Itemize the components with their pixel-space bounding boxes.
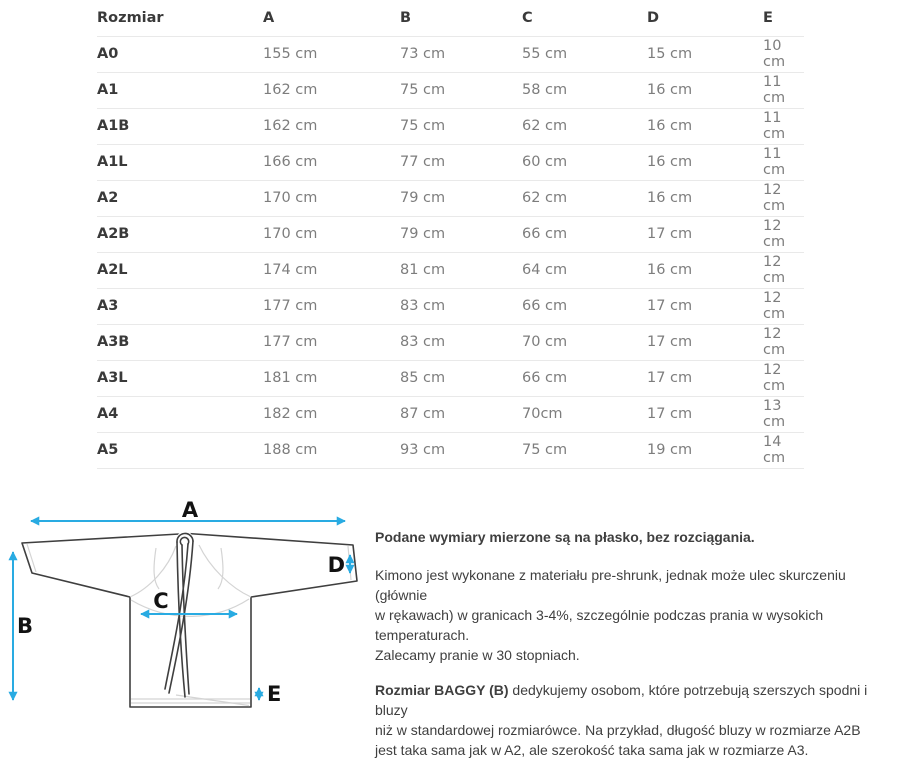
size-cell: 93 cm xyxy=(400,432,522,468)
column-header-c: C xyxy=(522,0,647,36)
size-cell: 177 cm xyxy=(263,288,400,324)
kimono-jacket-drawing xyxy=(22,531,357,707)
size-cell: 62 cm xyxy=(522,180,647,216)
size-cell: 81 cm xyxy=(400,252,522,288)
size-cell: 55 cm xyxy=(522,36,647,72)
size-cell: 12 cm xyxy=(763,216,804,252)
size-cell: 15 cm xyxy=(647,36,763,72)
size-label: A3 xyxy=(97,288,263,324)
size-cell: 12 cm xyxy=(763,288,804,324)
size-label: A2L xyxy=(97,252,263,288)
size-cell: 16 cm xyxy=(647,144,763,180)
size-cell: 79 cm xyxy=(400,180,522,216)
measurement-notes xyxy=(375,527,895,760)
column-header-e: E xyxy=(763,0,804,36)
table-row xyxy=(97,72,804,108)
column-header-a: A xyxy=(263,0,400,36)
size-label: A1B xyxy=(97,108,263,144)
size-cell: 77 cm xyxy=(400,144,522,180)
table-header-row xyxy=(97,0,804,36)
size-label: A5 xyxy=(97,432,263,468)
size-cell: 79 cm xyxy=(400,216,522,252)
notes-heading: Podane wymiary mierzone są na płasko, bez rozciągania. xyxy=(375,529,755,545)
size-cell: 73 cm xyxy=(400,36,522,72)
size-cell: 66 cm xyxy=(522,216,647,252)
size-cell: 17 cm xyxy=(647,360,763,396)
column-header-rozmiar: Rozmiar xyxy=(97,0,263,36)
size-cell: 83 cm xyxy=(400,324,522,360)
size-cell: 17 cm xyxy=(647,324,763,360)
table-row xyxy=(97,180,804,216)
size-cell: 83 cm xyxy=(400,288,522,324)
size-cell: 19 cm xyxy=(647,432,763,468)
dimension-label-e: E xyxy=(267,682,282,706)
shrinkage-note-line1: Kimono jest wykonane z materiału pre-shrunk, jednak może ulec skurczeniu (głównie xyxy=(375,567,846,603)
size-cell: 155 cm xyxy=(263,36,400,72)
dimension-label-c: C xyxy=(153,589,169,613)
size-cell: 16 cm xyxy=(647,252,763,288)
table-row xyxy=(97,216,804,252)
size-cell: 181 cm xyxy=(263,360,400,396)
size-cell: 62 cm xyxy=(522,108,647,144)
size-cell: 70 cm xyxy=(522,324,647,360)
size-cell: 162 cm xyxy=(263,72,400,108)
size-cell: 64 cm xyxy=(522,252,647,288)
size-cell: 75 cm xyxy=(522,432,647,468)
table-row xyxy=(97,144,804,180)
size-cell: 182 cm xyxy=(263,396,400,432)
size-cell: 166 cm xyxy=(263,144,400,180)
baggy-size-note xyxy=(375,680,895,760)
shrinkage-note-line2: w rękawach) w granicach 3-4%, szczególnie podczas prania w wysokich temperaturach. xyxy=(375,607,824,643)
size-label: A2 xyxy=(97,180,263,216)
baggy-size-note-line1 xyxy=(375,680,895,720)
size-cell: 13 cm xyxy=(763,396,804,432)
size-cell: 12 cm xyxy=(763,252,804,288)
table-row xyxy=(97,360,804,396)
column-header-d: D xyxy=(647,0,763,36)
size-cell: 12 cm xyxy=(763,180,804,216)
size-label: A1L xyxy=(97,144,263,180)
size-cell: 11 cm xyxy=(763,108,804,144)
kimono-measurement-diagram xyxy=(0,490,370,750)
size-label: A1 xyxy=(97,72,263,108)
size-cell: 70cm xyxy=(522,396,647,432)
size-label: A2B xyxy=(97,216,263,252)
size-cell: 162 cm xyxy=(263,108,400,144)
size-cell: 60 cm xyxy=(522,144,647,180)
table-row xyxy=(97,108,804,144)
table-row xyxy=(97,288,804,324)
size-cell: 16 cm xyxy=(647,72,763,108)
table-row xyxy=(97,432,804,468)
size-cell: 170 cm xyxy=(263,180,400,216)
shrinkage-note-line3: Zalecamy pranie w 30 stopniach. xyxy=(375,647,580,663)
dimension-label-a: A xyxy=(181,498,199,522)
size-cell: 174 cm xyxy=(263,252,400,288)
size-cell: 12 cm xyxy=(763,360,804,396)
size-cell: 10 cm xyxy=(763,36,804,72)
size-cell: 58 cm xyxy=(522,72,647,108)
size-cell: 11 cm xyxy=(763,72,804,108)
size-cell: 12 cm xyxy=(763,324,804,360)
size-label: A3B xyxy=(97,324,263,360)
size-cell: 87 cm xyxy=(400,396,522,432)
size-cell: 170 cm xyxy=(263,216,400,252)
table-row xyxy=(97,36,804,72)
size-cell: 75 cm xyxy=(400,108,522,144)
baggy-size-note-line3: jest taka sama jak w A2, ale szerokość taka sama jak w rozmiarze A3. xyxy=(375,742,809,758)
size-cell: 11 cm xyxy=(763,144,804,180)
baggy-size-bold: Rozmiar BAGGY (B) xyxy=(375,682,509,698)
baggy-size-rest: dedykujemy osobom, które potrzebują szerszych spodni i bluzy xyxy=(375,682,868,718)
size-cell: 14 cm xyxy=(763,432,804,468)
table-row xyxy=(97,396,804,432)
size-cell: 188 cm xyxy=(263,432,400,468)
dimension-label-b: B xyxy=(17,614,34,638)
size-cell: 17 cm xyxy=(647,216,763,252)
dimension-label-d: D xyxy=(327,553,345,577)
baggy-size-note-line2: niż w standardowej rozmiarówce. Na przykład, długość bluzy w rozmiarze A2B xyxy=(375,722,861,738)
size-table xyxy=(97,0,804,469)
table-row xyxy=(97,324,804,360)
size-cell: 17 cm xyxy=(647,288,763,324)
size-cell: 16 cm xyxy=(647,108,763,144)
table-row xyxy=(97,252,804,288)
size-cell: 75 cm xyxy=(400,72,522,108)
shrinkage-note xyxy=(375,565,895,665)
column-header-b: B xyxy=(400,0,522,36)
size-label: A4 xyxy=(97,396,263,432)
size-label: A3L xyxy=(97,360,263,396)
size-cell: 85 cm xyxy=(400,360,522,396)
size-cell: 16 cm xyxy=(647,180,763,216)
size-label: A0 xyxy=(97,36,263,72)
size-cell: 66 cm xyxy=(522,360,647,396)
size-cell: 66 cm xyxy=(522,288,647,324)
size-cell: 17 cm xyxy=(647,396,763,432)
size-cell: 177 cm xyxy=(263,324,400,360)
